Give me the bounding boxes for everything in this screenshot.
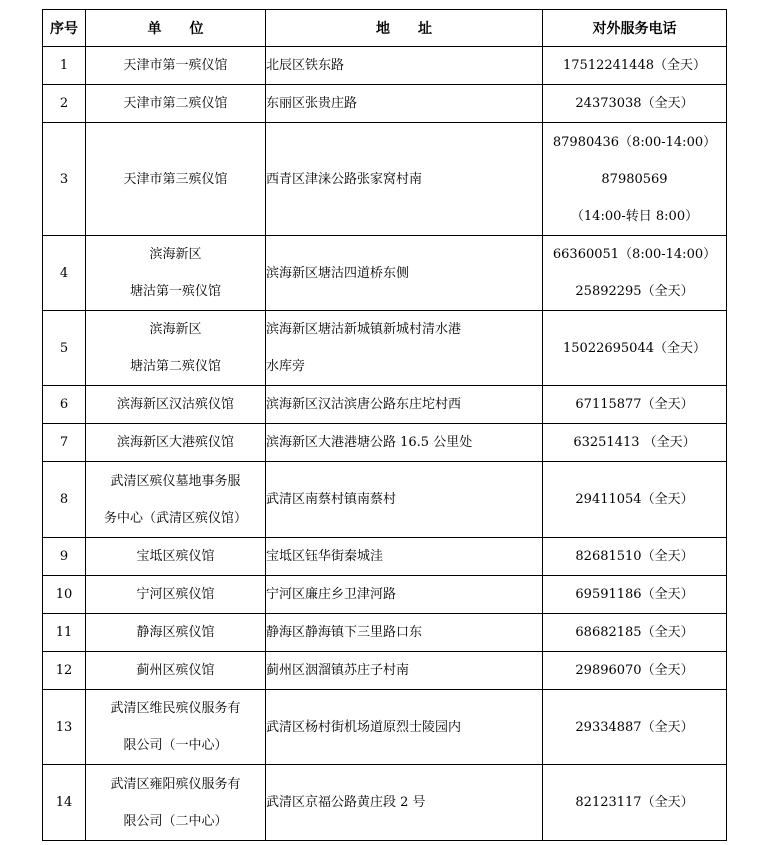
phone-number-cell bbox=[543, 690, 727, 765]
phone-number-line: 68682185（全天） bbox=[575, 625, 694, 640]
address-line: 静海区静海镇下三里路口东 bbox=[266, 625, 423, 640]
unit-name-cell bbox=[86, 576, 266, 614]
address-line: 滨海新区塘沽四道桥东侧 bbox=[266, 265, 410, 281]
phone-number-cell bbox=[543, 85, 727, 123]
row-number: 13 bbox=[43, 690, 86, 765]
table-row bbox=[43, 462, 727, 538]
table-row bbox=[43, 311, 727, 386]
address-line: 宝坻区钰华街秦城洼 bbox=[266, 549, 384, 564]
address-cell bbox=[266, 614, 543, 652]
unit-name-line: 宝坻区殡仪馆 bbox=[136, 549, 215, 564]
phone-number-cell bbox=[543, 576, 727, 614]
unit-name-cell bbox=[86, 311, 266, 386]
row-number: 14 bbox=[43, 765, 86, 841]
phone-number-cell bbox=[543, 614, 727, 652]
phone-number-cell bbox=[543, 386, 727, 424]
row-number: 12 bbox=[43, 652, 86, 690]
unit-name-line: 天津市第二殡仪馆 bbox=[123, 96, 228, 111]
phone-number-cell bbox=[543, 765, 727, 841]
phone-number-cell bbox=[543, 311, 727, 386]
header-phone: 对外服务电话 bbox=[543, 10, 727, 47]
phone-number-line: 29334887（全天） bbox=[575, 719, 694, 735]
phone-number-line: （14:00-转日 8:00） bbox=[570, 208, 699, 224]
phone-number-line: 29896070（全天） bbox=[575, 663, 694, 678]
unit-name-cell bbox=[86, 386, 266, 424]
table-row bbox=[43, 690, 727, 765]
address-cell bbox=[266, 311, 543, 386]
table-row bbox=[43, 538, 727, 576]
row-number: 7 bbox=[43, 424, 86, 462]
address-cell bbox=[266, 652, 543, 690]
unit-name-cell bbox=[86, 538, 266, 576]
row-number: 2 bbox=[43, 85, 86, 123]
phone-number-line: 87980436（8:00-14:00） bbox=[552, 134, 717, 150]
unit-name-line: 天津市第三殡仪馆 bbox=[123, 171, 228, 187]
address-line: 北辰区铁东路 bbox=[266, 58, 345, 73]
phone-number-line: 29411054（全天） bbox=[575, 492, 694, 507]
row-number: 8 bbox=[43, 462, 86, 538]
funeral-home-table bbox=[42, 9, 727, 841]
header-unit: 单位 bbox=[86, 10, 266, 47]
table-row bbox=[43, 765, 727, 841]
table-row bbox=[43, 236, 727, 311]
address-cell bbox=[266, 538, 543, 576]
unit-name-cell bbox=[86, 85, 266, 123]
phone-number-line: 69591186（全天） bbox=[575, 587, 694, 602]
address-line: 滨海新区塘沽新城镇新城村清水港 bbox=[266, 322, 462, 337]
unit-name-line: 滨海新区大港殡仪馆 bbox=[116, 435, 234, 450]
unit-name-cell bbox=[86, 765, 266, 841]
phone-number-line: 17512241448（全天） bbox=[563, 58, 706, 73]
table-row bbox=[43, 614, 727, 652]
address-cell bbox=[266, 123, 543, 236]
row-number: 9 bbox=[43, 538, 86, 576]
table-row bbox=[43, 85, 727, 123]
phone-number-cell bbox=[543, 424, 727, 462]
address-cell bbox=[266, 85, 543, 123]
unit-name-line: 限公司（一中心） bbox=[123, 738, 228, 753]
phone-number-cell bbox=[543, 236, 727, 311]
address-cell bbox=[266, 236, 543, 311]
phone-number-line: 25892295（全天） bbox=[575, 284, 694, 299]
address-line: 滨海新区大港港塘公路 16.5 公里处 bbox=[266, 435, 473, 450]
table-row bbox=[43, 47, 727, 85]
row-number: 3 bbox=[43, 123, 86, 236]
phone-number-line: 87980569 bbox=[601, 171, 668, 187]
row-number: 5 bbox=[43, 311, 86, 386]
unit-name-cell bbox=[86, 424, 266, 462]
unit-name-line: 滨海新区 bbox=[149, 322, 202, 337]
unit-name-line: 限公司（二中心） bbox=[123, 813, 228, 829]
unit-name-line: 静海区殡仪馆 bbox=[136, 625, 215, 640]
unit-name-cell bbox=[86, 652, 266, 690]
unit-name-cell bbox=[86, 462, 266, 538]
address-cell bbox=[266, 424, 543, 462]
unit-name-line: 塘沽第一殡仪馆 bbox=[129, 284, 221, 299]
table-row bbox=[43, 123, 727, 236]
address-line: 蓟州区洇溜镇苏庄子村南 bbox=[266, 663, 410, 678]
address-cell bbox=[266, 47, 543, 85]
table-row bbox=[43, 652, 727, 690]
address-line: 东丽区张贵庄路 bbox=[266, 96, 358, 111]
header-address: 地址 bbox=[266, 10, 543, 47]
address-line: 武清区南蔡村镇南蔡村 bbox=[266, 492, 397, 507]
phone-number-line: 67115877（全天） bbox=[575, 397, 694, 412]
address-line: 滨海新区汉沽滨唐公路东庄坨村西 bbox=[266, 397, 462, 412]
unit-name-cell bbox=[86, 123, 266, 236]
row-number: 11 bbox=[43, 614, 86, 652]
table-row bbox=[43, 386, 727, 424]
phone-number-cell bbox=[543, 652, 727, 690]
unit-name-cell bbox=[86, 690, 266, 765]
unit-name-line: 武清区雍阳殡仪服务有 bbox=[110, 776, 241, 792]
unit-name-line: 务中心（武清区殡仪馆） bbox=[103, 510, 247, 526]
unit-name-line: 武清区维民殡仪服务有 bbox=[110, 701, 241, 716]
phone-number-cell bbox=[543, 123, 727, 236]
address-line: 武清区杨村街机场道原烈士陵园内 bbox=[266, 719, 462, 735]
phone-number-line: 15022695044（全天） bbox=[563, 340, 706, 356]
phone-number-line: 66360051（8:00-14:00） bbox=[552, 247, 717, 262]
address-line: 宁河区廉庄乡卫津河路 bbox=[266, 587, 397, 602]
header-no: 序号 bbox=[43, 10, 86, 47]
header-row bbox=[43, 10, 727, 47]
address-cell bbox=[266, 576, 543, 614]
row-number: 4 bbox=[43, 236, 86, 311]
unit-name-line: 滨海新区汉沽殡仪馆 bbox=[116, 397, 234, 412]
row-number: 10 bbox=[43, 576, 86, 614]
unit-name-cell bbox=[86, 47, 266, 85]
address-line: 西青区津涞公路张家窝村南 bbox=[266, 171, 423, 187]
unit-name-line: 塘沽第二殡仪馆 bbox=[129, 359, 221, 374]
row-number: 1 bbox=[43, 47, 86, 85]
unit-name-cell bbox=[86, 614, 266, 652]
address-line: 水库旁 bbox=[266, 359, 306, 374]
unit-name-line: 天津市第一殡仪馆 bbox=[123, 58, 228, 73]
phone-number-line: 82681510（全天） bbox=[575, 549, 694, 564]
phone-number-line: 82123117（全天） bbox=[575, 795, 694, 810]
phone-number-cell bbox=[543, 47, 727, 85]
phone-number-cell bbox=[543, 538, 727, 576]
unit-name-line: 武清区殡仪墓地事务服 bbox=[110, 473, 241, 489]
address-line: 武清区京福公路黄庄段 2 号 bbox=[266, 795, 426, 810]
unit-name-cell bbox=[86, 236, 266, 311]
phone-number-line: 24373038（全天） bbox=[575, 96, 694, 111]
address-cell bbox=[266, 690, 543, 765]
address-cell bbox=[266, 765, 543, 841]
unit-name-line: 宁河区殡仪馆 bbox=[136, 587, 215, 602]
address-cell bbox=[266, 386, 543, 424]
phone-number-line: 63251413 （全天） bbox=[573, 435, 696, 450]
table-row bbox=[43, 424, 727, 462]
phone-number-cell bbox=[543, 462, 727, 538]
address-cell bbox=[266, 462, 543, 538]
unit-name-line: 蓟州区殡仪馆 bbox=[136, 663, 215, 678]
row-number: 6 bbox=[43, 386, 86, 424]
table-row bbox=[43, 576, 727, 614]
unit-name-line: 滨海新区 bbox=[149, 247, 202, 262]
